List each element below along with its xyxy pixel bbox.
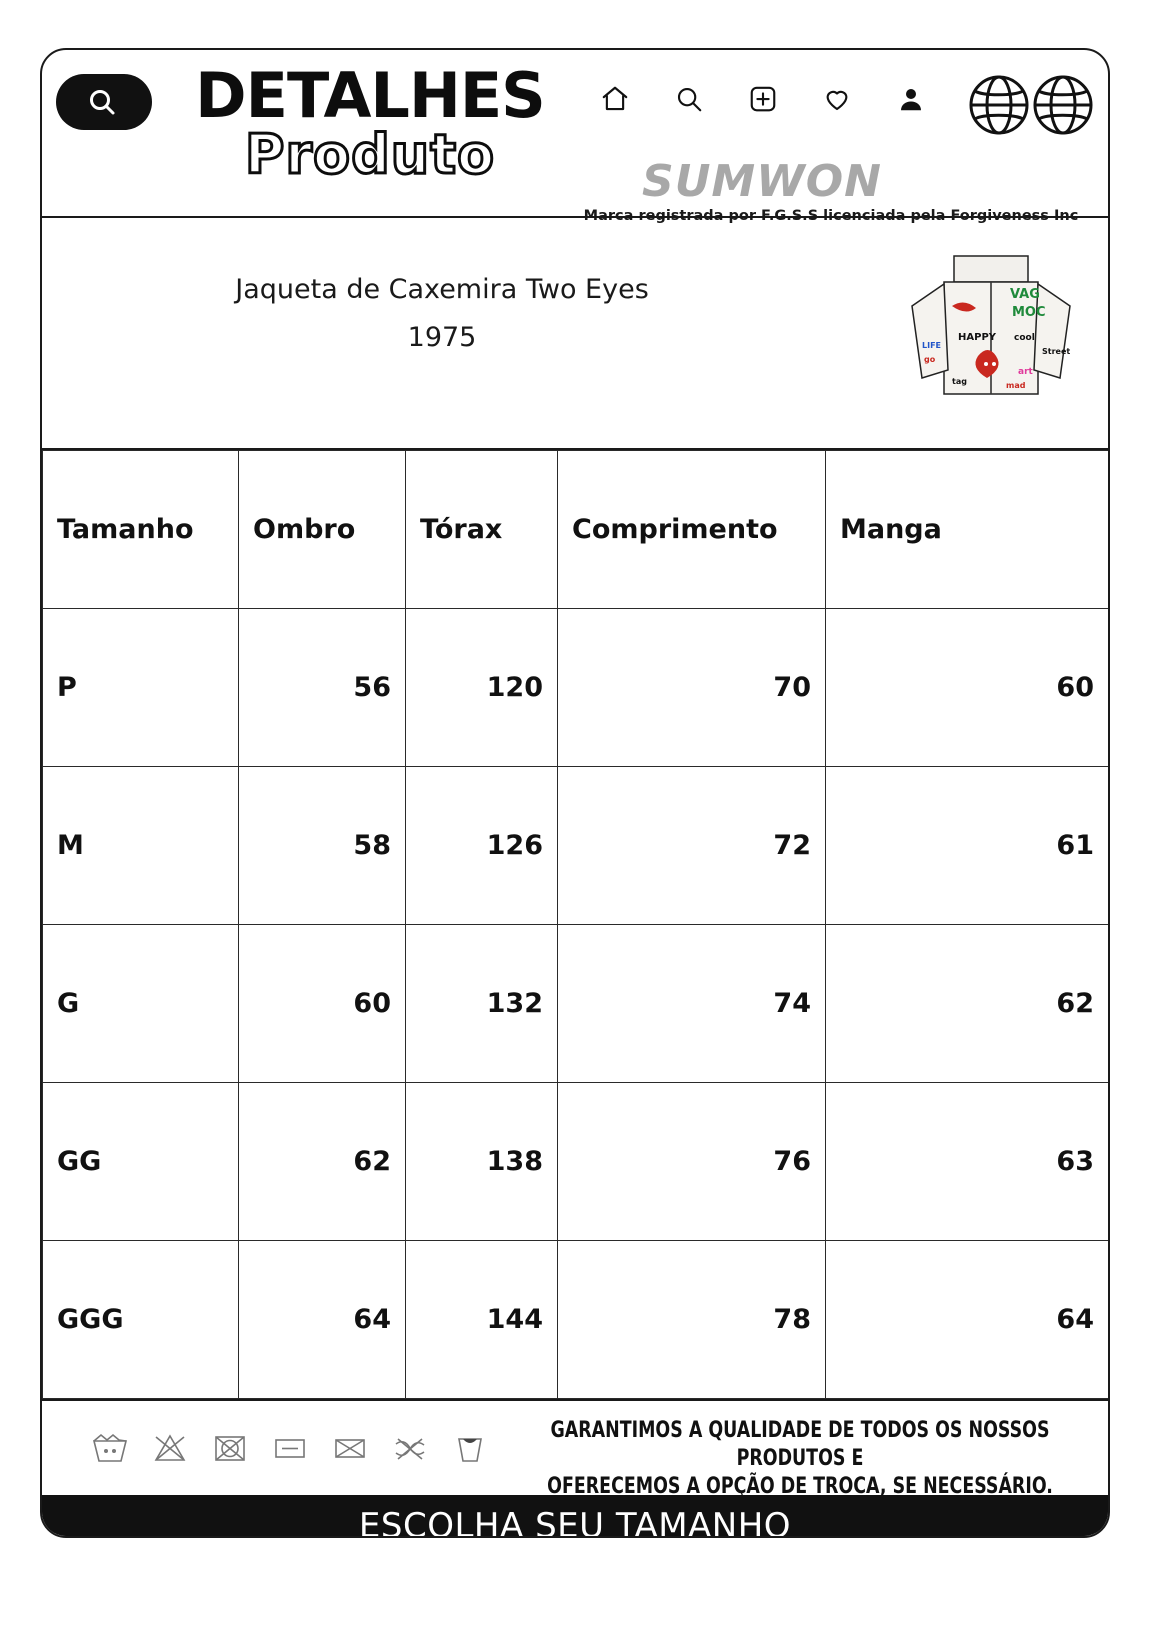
column-header-ombro: Ombro: [239, 451, 406, 609]
cell-comprimento: 70: [558, 609, 826, 767]
svg-text:go: go: [924, 355, 936, 364]
search-button[interactable]: [56, 74, 152, 130]
globe-icon: [968, 74, 1094, 136]
home-icon[interactable]: [600, 84, 630, 118]
table-header-row: [43, 451, 1109, 609]
column-header-manga: Manga: [826, 451, 1109, 609]
cell-torax: 144: [406, 1241, 558, 1399]
svg-text:cool: cool: [1014, 333, 1035, 343]
table-row[interactable]: [43, 1083, 1109, 1241]
cell-ombro: 56: [239, 609, 406, 767]
no-tumble-dry-icon: [210, 1431, 250, 1465]
no-bleach-icon: [150, 1431, 190, 1465]
size-table-container: [42, 450, 1108, 1399]
care-section: [42, 1399, 1108, 1499]
cell-size: GG: [43, 1083, 239, 1241]
iron-icon: [270, 1431, 310, 1465]
cell-manga: 61: [826, 767, 1109, 925]
title-main: DETALHES: [195, 59, 545, 132]
cell-comprimento: 74: [558, 925, 826, 1083]
cell-comprimento: 78: [558, 1241, 826, 1399]
table-row[interactable]: [43, 1241, 1109, 1399]
title-sub: Produto: [244, 123, 496, 186]
table-row[interactable]: [43, 767, 1109, 925]
cell-torax: 132: [406, 925, 558, 1083]
cell-torax: 120: [406, 609, 558, 767]
column-header-tamanho: Tamanho: [43, 451, 239, 609]
cell-size: P: [43, 609, 239, 767]
product-detail-card: [40, 48, 1110, 1538]
column-header-comprimento: Comprimento: [558, 451, 826, 609]
guarantee-line-1: GARANTIMOS A QUALIDADE DE TODOS OS NOSSOS PRODUTOS E: [550, 1418, 1050, 1471]
cell-ombro: 58: [239, 767, 406, 925]
product-name: Jaqueta de Caxemira Two Eyes: [235, 274, 649, 305]
cell-size: GGG: [43, 1241, 239, 1399]
wash-icon: [90, 1431, 130, 1465]
care-icon-list: [90, 1431, 490, 1465]
no-dry-clean-icon: [330, 1431, 370, 1465]
product-code: 1975: [407, 322, 477, 353]
search-icon[interactable]: [674, 84, 704, 118]
choose-size-button[interactable]: ESCOLHA SEU TAMANHO: [42, 1495, 1108, 1538]
product-image: [882, 228, 1100, 438]
page-title: [160, 60, 580, 184]
svg-text:tag: tag: [952, 377, 967, 386]
cell-torax: 138: [406, 1083, 558, 1241]
cell-comprimento: 72: [558, 767, 826, 925]
search-icon: [82, 88, 126, 116]
brand-name: SUMWON: [642, 156, 882, 207]
guarantee-note: [547, 1417, 1054, 1501]
header: [42, 50, 1108, 224]
cell-ombro: 64: [239, 1241, 406, 1399]
nav-bar: [600, 84, 926, 118]
cell-manga: 62: [826, 925, 1109, 1083]
cell-manga: 60: [826, 609, 1109, 767]
column-header-torax: Tórax: [406, 451, 558, 609]
table-row[interactable]: [43, 925, 1109, 1083]
svg-text:MOC: MOC: [1012, 305, 1046, 320]
trademark-note: Marca registrada por F.G.S.S licenciada pela Forgiveness Inc: [583, 208, 1079, 224]
cell-torax: 126: [406, 767, 558, 925]
cell-manga: 64: [826, 1241, 1109, 1399]
svg-text:mad: mad: [1006, 381, 1026, 390]
no-wring-icon: [390, 1431, 430, 1465]
heart-icon[interactable]: [822, 84, 852, 118]
cell-comprimento: 76: [558, 1083, 826, 1241]
cell-ombro: 62: [239, 1083, 406, 1241]
drip-dry-icon: [450, 1431, 490, 1465]
cell-size: G: [43, 925, 239, 1083]
add-icon[interactable]: [748, 84, 778, 118]
svg-text:VAG: VAG: [1010, 287, 1040, 302]
cell-size: M: [43, 767, 239, 925]
svg-text:art: art: [1018, 367, 1033, 377]
product-section: [42, 218, 1108, 450]
cell-ombro: 60: [239, 925, 406, 1083]
svg-text:HAPPY: HAPPY: [958, 332, 997, 343]
guarantee-line-2: OFERECEMOS A OPÇÃO DE TROCA, SE NECESSÁRIO.: [547, 1474, 1053, 1499]
svg-text:LIFE: LIFE: [922, 341, 942, 350]
cell-manga: 63: [826, 1083, 1109, 1241]
svg-text:Street: Street: [1042, 347, 1071, 356]
profile-icon[interactable]: [896, 84, 926, 118]
size-table: [42, 450, 1109, 1399]
table-row[interactable]: [43, 609, 1109, 767]
